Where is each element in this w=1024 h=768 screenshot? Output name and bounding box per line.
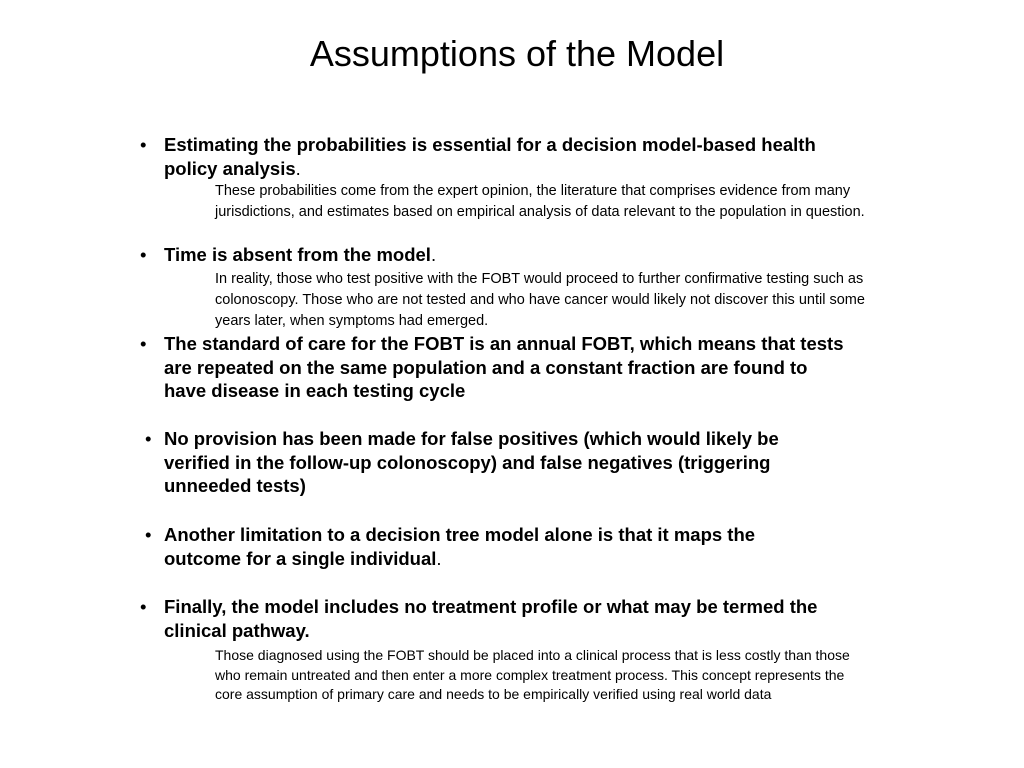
bullet-1-marker: •	[140, 134, 147, 155]
bullet-6-subtext: Those diagnosed using the FOBT should be placed into a clinical process that is less costly than those who remain untreated and then enter a more complex treatment process. This concept represents the core assumption of primary care and needs to be empirically verified using real world data	[215, 647, 850, 702]
bullet-6-text	[164, 595, 874, 642]
slide-title: Assumptions of the Model	[309, 33, 725, 74]
bullet-2-marker: •	[140, 244, 147, 265]
bullet-5-bold: Another limitation to a decision tree model alone is that it maps the outcome for a single individual	[164, 524, 756, 569]
bullet-1-text	[164, 133, 874, 180]
bullet-2-bold: Time is absent from the model	[164, 244, 431, 265]
bullet-3-marker: •	[140, 333, 147, 354]
bullet-5-tail: .	[436, 547, 442, 569]
bullet-2-subtext: In reality, those who test positive with the FOBT would proceed to further confirmative testing such as colonoscopy. Those who are not tested and who have cancer would likely not discover this until some years later, when symptoms had emerged.	[215, 271, 865, 329]
bullet-4-text	[164, 427, 844, 498]
bullet-3-text	[164, 332, 854, 403]
bullet-3-bold: The standard of care for the FOBT is an annual FOBT, which means that tests are repeated on the same population and a constant fraction are found to have disease in each testing cycle	[164, 333, 844, 401]
bullet-1-tail: .	[295, 157, 301, 179]
bullet-5-marker: •	[145, 524, 152, 545]
bullet-4-marker: •	[145, 428, 152, 449]
bullet-5-text	[164, 523, 824, 570]
bullet-1-subtext: These probabilities come from the expert opinion, the literature that comprises evidence from many jurisdictions, and estimates based on empirical analysis of data relevant to the population in question.	[215, 183, 865, 220]
bullet-1-bold: Estimating the probabilities is essential for a decision model-based health policy analysis	[164, 134, 816, 179]
bullet-2-text	[164, 243, 874, 267]
bullet-2-tail: .	[430, 244, 437, 265]
bullet-6-bold: Finally, the model includes no treatment profile or what may be termed the clinical pathway.	[164, 596, 818, 641]
bullet-4-bold: No provision has been made for false positives (which would likely be verified in the follow-up colonoscopy) and false negatives (triggering unneeded tests)	[164, 428, 779, 496]
bullet-6-marker: •	[140, 596, 147, 617]
